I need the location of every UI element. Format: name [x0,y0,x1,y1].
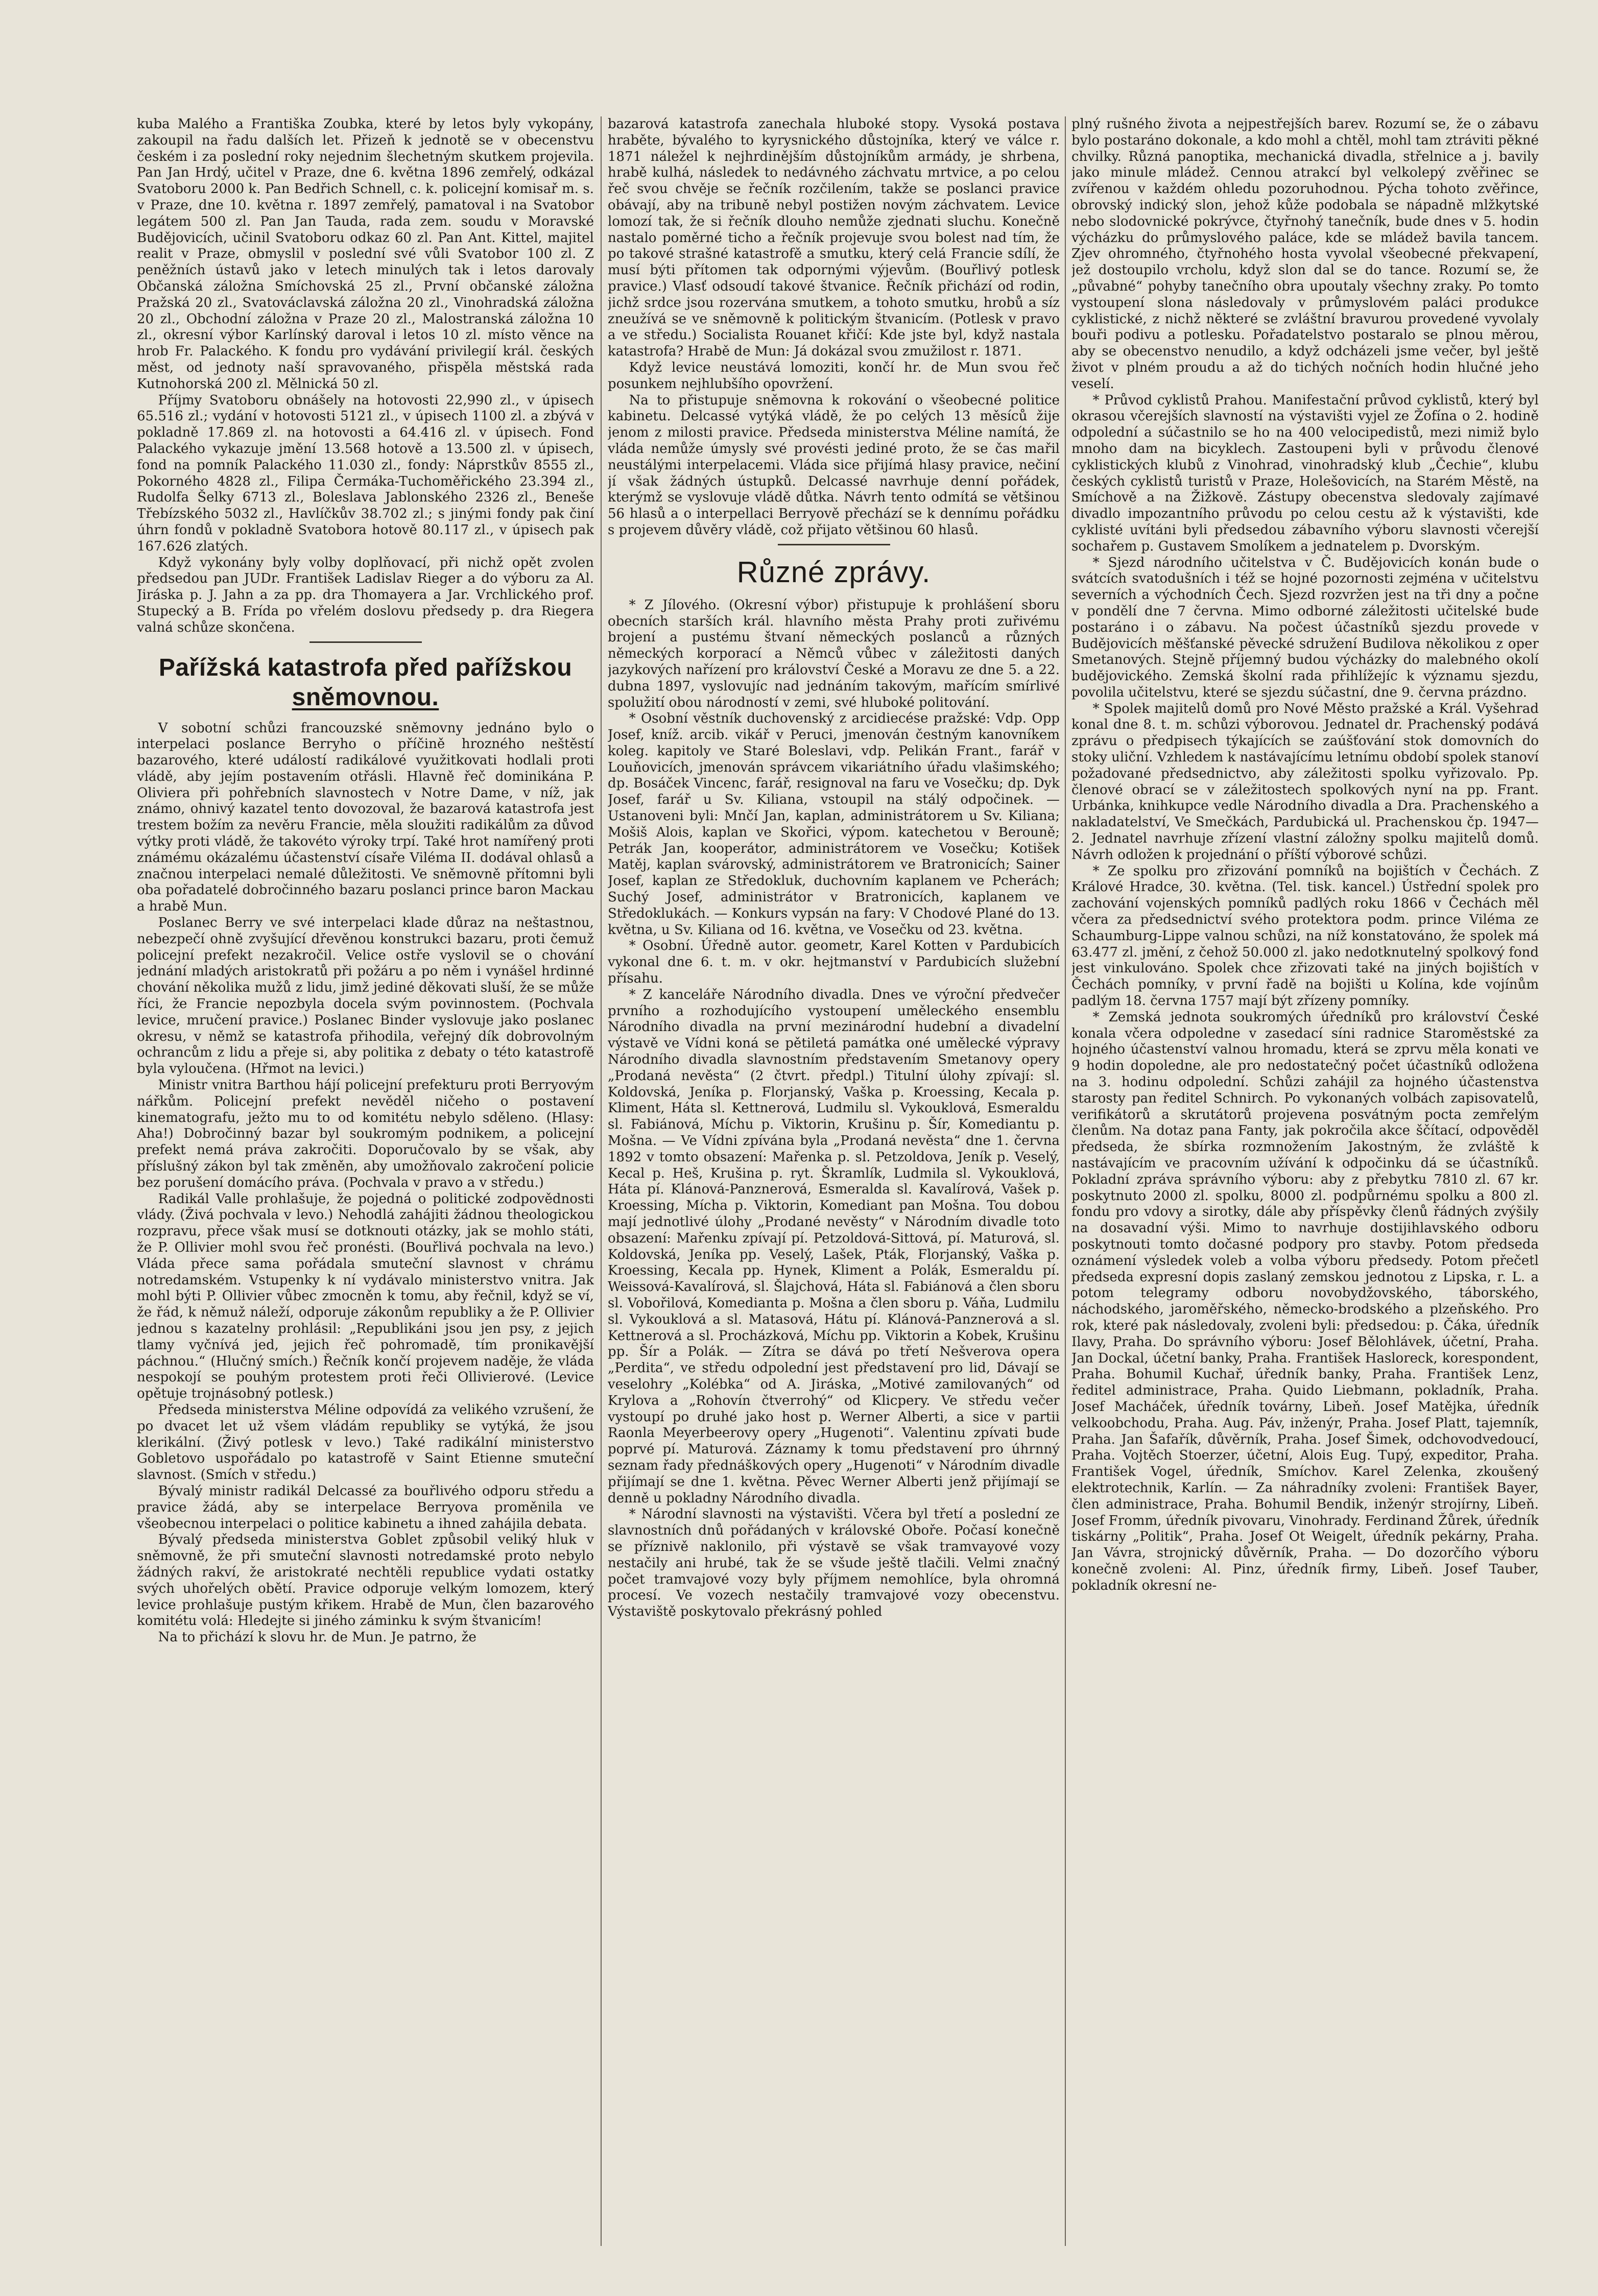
headline-line-1: Pařížská katastrofa před pařížskou [158,654,573,681]
section-divider [778,544,890,545]
article-paragraph: Bývalý předseda ministerstva Goblet způsobil veliký hluk v sněmovně, že při smuteční slavnosti notredamské proto nebylo žádných rakví, že aristokraté nechtěli republice vydati ostatky svých uhořelých obětí. Pravice odporuje velkým lomozem, který levice prohlašuje pustým křikem. Hrabě de Mun, člen bazarového komitétu volá: Hledejte si jiného záminku k svým štvanicím! [137,1532,594,1629]
headline-line-2: sněmovnou. [292,683,439,711]
article-paragraph: Když vykonány byly volby doplňovací, při nichž opět zvolen předsedou pan JUDr. František Ladislav Rieger a do výboru za Al. Jiráska p. J. Jahn a za pp. dra Thomayera a Jar. Vrchlického prof. Stupecký a B. Frída po vřelém doslovu předsedy p. dra Riegera valná schůze skončena. [137,555,594,635]
article-paragraph: V sobotní schůzi francouzské sněmovny jednáno bylo o interpelaci poslance Berryho o příčině hrozného neštěstí bazarového, které událostí radikálové využitkovati hodlali proti vládě, aby jejím postavením otřásli. Hlavně řeč dominikána P. Oliviera při pohřebních slavnostech v Notre Dame, v níž, jak známo, ohnivý kazatel tento dovozoval, že bazarová katastrofa jest trestem božím za nevěru Francie, měla sloužiti radikálům za důvod výtky proti vládě, že takovéto výroky trpí. Také hrot namířený proti známému okázalému účastenství císaře Viléma II. dodával ohlasů a značnou interpelaci nemalé důležitosti. Ve sněmovně přítomni byli oba pořadatelé dobročinného bazaru poslanci prince baron Mackau a hrabě Mun. [137,720,594,915]
article-paragraph: Předseda ministerstva Méline odpovídá za velikého vzrušení, že po dvacet let už všem vládám republiky se vytýká, že jsou klerikální. (Živý potlesk v levo.) Také radikální ministerstvo Gobletovo uspořádalo po katastrofě v Saint Etienne smuteční slavnost. (Smích v středu.) [137,1402,594,1483]
section-title: Různé zprávy. [736,555,931,589]
article-paragraph: bazarová katastrofa zanechala hluboké stopy. Vysoká postava hraběte, bývalého to kyrysnického důstojníka, který ve válce r. 1871 náležel k nejhrdinějším důstojníkům armády, je shrbena, hrabě kulhá, následek to nedávného záchvatu mrtvice, a po celou řeč svou chvěje se řečník rozčilením, takže se poslanci pravice obávají, aby na tribuně nebyl postižen novým záchvatem. Levice lomozí tak, že si řečník dlouho nemůže zjednati sluchu. Konečně nastalo poměrné ticho a řečník projevuje svou bolest nad tím, že po takové strašné katastrofě a smutku, který celá Francie sdílí, že musí býti přítomen tak odpornými výjevům. (Bouřlivý potlesk pravice.) Vlasť odsoudí takové štvanice. Řečník přichází od rodin, jichž srdce jsou rozervána smutkem, a tohoto smutku, hrobů a síz zneužívá se ve sněmovně k politickým štvanicím. (Potlesk v pravo a ve středu.) Socialista Rouanet křičí: Kde jste byl, když nastala katastrofa? Hrabě de Mun: Já dokázal svou zmužilost r. 1871. [608,116,1060,360]
news-item: * Průvod cyklistů Prahou. Manifestační průvod cyklistů, který byl okrasou včerejších slavností na výstavišti vyjel ze Žofína o 2. hodině odpolední a súčastnilo se ho na 400 velocipedistů, mezi nimiž bylo mnoho dam na bicyklech. Zastoupeni byli v průvodu členové cyklistických klubů z Vinohrad, vinohradský klub „Čechie“, klubu českých cyklistů turistů v Praze, Holešovicích, na Starém Městě, na Smíchově a na Žižkově. Zástupy obecenstva sledovaly zajímavé divadlo impozantního průvodu po celou cestu až k výstavišti, kde cyklisté uvítáni byli předsedou zábavního výboru slavnosti včerejší sochařem p. Gustavem Smolíkem a jednatelem p. Dvorským. [1071,392,1539,554]
news-item: * Z Jílového. (Okresní výbor) přistupuje k prohlášení sboru obecních starších král. hlavního města Prahy proti zuřivému brojení a pustému štvaní německých poslanců a různých německých korporací a Němců vůbec v záležitosti daných jazykových nařízení pro království České a Moravu ze dne 5. a 22. dubna 1897, vyslovujíc nad jednáním takovým, mařícím smírlivé spolužití obou národností v zemi, své hluboké politování. [608,597,1060,710]
article-paragraph: Poslanec Berry ve své interpelaci klade důraz na neštastnou, nebezpečí ohně zvyšující dřevěnou konstrukci bazaru, proti čemuž policejní prefekt nezakročil. Velice ostře vyslovil se o chování jednání mladých aristokratů při požáru a po něm i vynášel hrdinné chování několika mužů z lidu, jimž jediné děkovati sluší, že se může říci, že Francie nepozbyla docela svým povinnostem. (Pochvala levice, mručení pravice.) Poslanec Binder vyslovuje jako poslanec okresu, v němž se katastrofa přihodila, veřejný dík dobrovolným ochrancům z lidu a přeje si, aby politika z debaty o této katastrofě byla vyloučena. (Hřmot na levici.) [137,915,594,1077]
article-paragraph: Na to přichází k slovu hr. de Mun. Je patrno, že [158,1630,476,1645]
news-item: * Ze spolku pro zřizování pomníků na bojištích v Čechách. Z Králové Hradce, 30. května. (Tel. tisk. kancel.) Ústřední spolek pro zachování vojenských pomníků padlých roku 1866 v Čechách měl včera za předsednictví svého protektora podm. prince Viléma ze Schaumburg-Lippe valnou schůzi, na níž konstatováno, že spolek má 63.477 zl. jmění, z čehož 50.000 zl. jako nedotknutelný spolkový fond jest vinkulováno. Spolek chce zřizovati také na jiných bojištích v Čechách pomníky, v první řadě na bojišti u Kolína, kde vojínům padlým 18. června 1757 mají být zřízeny pomníky. [1071,863,1539,1009]
section-divider [309,641,422,643]
news-item: * Sjezd národního učitelstva v Č. Budějovicích konán bude o svátcích svatodušních i též se hojné pozornosti zejména v učitelstvu severních a východních Čech. Sjezd rozvržen jest na tři dny a počne v pondělí dne 7 června. Mimo odborné záležitosti učitelské bude postaráno i o zábavu. Na počest účastníků sjezdu provede v Budějovicích měšťanské pěvecké sdružení Budilova několikou z oper Smetanových. Stejně příjemný budou výcházky do malebného okolí budějovického. Zemská školní rada přihlížejíc k významu sjezdu, povolila učitelstvu, které se sjezdu súčastní, dne 9. června prázdno. [1071,555,1539,700]
news-item: * Z kanceláře Národního divadla. Dnes ve výroční předvečer prvního a rozhodujícího vystoupení uměleckého ensemblu Národního divadla na první mezinárodní hudební a divadelní výstavě ve Vídni koná se pětiletá památka oné umělecké výpravy Národního divadla slavnostním představením Smetanovy opery „Prodaná nevěsta“ (2 čtvrt. předpl.) Titulní úlohy zpívají: sl. Koldovská, Jeníka p. Florjanský, Vaška p. Kroessing, Kecala p. Kliment, Háta sl. Kettnerová, Ludmilu sl. Vykouklová, Esmeraldu sl. Fabiánová, Míchu p. Viktorin, Krušinu p. Šír, Komediantu p. Mošna. — Ve Vídni zpívána byla „Prodaná nevěsta“ dne 1. června 1892 v tomto obsazení: Mařenka p. sl. Petzoldova, Jeník p. Veselý, Kecal p. Heš, Krušina p. ryt. Škramlík, Ludmila sl. Vykouklová, Háta pí. Klánová-Panznerová, Esmeralda sl. Kavalírová, Vašek p. Kroessing, Mícha p. Viktorin, Komediant pan Mošna. Tou dobou mají jednotlivé úlohy „Prodané nevěsty“ v Národním divadle toto obsazení: Mařenku zpívají pí. Petzoldová-Sittová, pí. Maturová, sl. Koldovská, Jeníka pp. Veselý, Lašek, Pták, Florjanský, Vaška p. Kroessing, Kecala pp. Hynek, Kliment a Polák, Esmeraldu pí. Weissová-Kavalírová, sl. Šlajchová, Háta sl. Fabiánová a člen sboru sl. Vobořilová, Komedianta p. Mošna a člen sboru p. Váňa, Ludmilu sl. Vykouklová a sl. Matasová, Hátu pí. Klánová-Panznerová a sl. Kettnerová a sl. Procházková, Míchu pp. Viktorin a Kobek, Krušinu pp. Šír a Polák. — Zítra se dává po třetí Nešverova opera „Perdita“, ve středu odpolední jest představení pro lid, Dávají se veselohry „Kolébka“ od A. Jiráska, „Motivé zamilovaných“ od Krylova a „Rohovín čtverrohý“ od Klicpery. Ve středu večer vystoupí po druhé jako host p. Werner Alberti, a sice v partii Raonla Meyerbeerovy opery „Hugenoti“. Valentinu zpívati bude poprvé pí. Maturová. Záznamy k tomu představení pro úhrnný seznam řady přednáškových opery „Hugenoti“ v Národním divadle přijímají se dne 1. května. Pěvec Werner Alberti jenž přijímají se denně u pokladny Národního divadla. [608,987,1060,1506]
column-rule [601,116,602,2246]
article-paragraph: kuba Malého a Františka Zoubka, které by letos byly vykopány, zakoupil na řadu dalších let. Přizeň k jednotě se v obecenstvu českém i za poslední roky nejednim šlechetným skutkem projevila. Pan Jan Hrdý, učitel v Praze, dne 6. května 1896 zemřelý, odkázal Svatoboru 2000 k. Pan Bedřich Schnell, c. k. policejní komisař m. s. v Praze, dne 10. května r. 1897 zemřelý, pamatoval i na Svatobor legátem 500 zl. Pan Jan Tauda, rada zem. soudu v Moravské Budějovicích, učinil Svatoboru odkaz 60 zl. Pan Ant. Kittel, majitel realit v Praze, obmyslil v poslední své vůli Svatobor 100 zl. Z peněžních ústavů jako v letech minulých tak i letos darovaly Občanská záložna Smíchovská 25 zl., První občanské záložna Pražská 20 zl., Svatováclavská záložna 20 zl., Vinohradská záložna 20 zl., Obchodní záložna v Praze 20 zl., Malostranská záložna 10 zl., okresní výbor Karlínský daroval i letos 10 zl. místo věnce na hrob Fr. Palackého. K fondu pro vydávání privilegií král. českých měst, od jednoty naší spravovaného, přispěla městská rada Kutnohorská 200 zl. Mělnická 50 zl. [137,116,594,392]
news-item: * Osobní. Úředně autor. geometr, Karel Kotten v Pardubicích vykonal dne 6. t. m. v okr. hejtmanství v Pardubicích služební přísahu. [608,938,1060,987]
column-1 [137,116,594,2246]
news-item: * Osobní věstník duchovenský z arcidiecése pražské: Vdp. Opp Josef, kníž. arcib. vikář v Peruci, jmenován čestným kanovníkem koleg. kapitoly ve Staré Boleslavi, vdp. Pelikán Frant., farář v Louňovicích, jmenován správcem vikariátního úřadu vlašimského; dp. Bosáček Vincenc, farář, resignoval na faru ve Vosečku; dp. Dyk Josef, farář u Sv. Kiliana, vstoupil na stálý odpočinek. — Ustanoveni byli: Mnčí Jan, kaplan, administrátorem u Sv. Kiliana; Mošiš Alois, kaplan ve Skořici, výpom. katechetou v Berouně; Petrák Jan, kooperátor, administrátorem ve Vosečku; Kotišek Matěj, kaplan svárovský, administrátorem ve Bratronicích; Sainer Josef, kaplan ze Středokluk, duchovním kaplanem ve Pcherách; Suchý Josef, administrátor v Bratronicích, kaplanem ve Středoklukách. — Konkurs vypsán na fary: V Chodové Plané do 13. května, u Sv. Kiliana od 16. května, ve Vosečku od 23. května. [608,711,1060,938]
news-item: * Národní slavnosti na výstavišti. Včera byl třetí a poslední ze slavnostních dnů pořádaných v královské Oboře. Počasí konečně se příznivě naklonilo, při výstavě se však tramvayové vozy nestačily ani hrubé, tak že se všude ještě tlačili. Velmi značný počet tramvajové vozy byly příjmem nemohlíce, byla ohromná procesí. Ve vozech nestačily tramvajové vozy obecenstvu. Výstaviště poskytovalo překrásný pohled [608,1506,1060,1620]
column-3 [1071,116,1539,2246]
news-item: * Spolek majitelů domů pro Nové Město pražské a Král. Vyšehrad konal dne 8. t. m. schůzi výborovou. Jednatel dr. Prachenský podává zprávu o předpisech týkajících se zaúšťování stok domovních do stoky uliční. Vzhledem k nastávajícímu letnímu období spolek stanoví požadované předsednictvo, aby záležitosti spolku vyřizovalo. Pp. členové obrací se v záležitostech spolkových nyní na pp. Frant. Urbánka, knihkupce vedle Národního divadla a Dra. Prachenského a nakladatelství, Ve Smečkách, Pardubická ul. Prachenskou čp. 1947—2. Jednatel navrhuje zřízení vlastní záložny spolku majitelů domů. Návrh odložen k projednání o příští výborové schůzi. [1071,701,1539,863]
article-paragraph: Bývalý ministr radikál Delcassé za bouřlivého odporu středu a pravice žádá, aby se interpelace Berryova proměnila ve všeobecnou interpelaci o politice kabinetu a ihned zahájila debata. [137,1483,594,1532]
article-paragraph: plný rušného života a nejpestřejších barev. Rozumí se, že o zábavu bylo postaráno dokonale, a kdo mohl a chtěl, mohl tam ztráviti pěkné chvilky. Různá panoptika, mechanická divadla, střelnice a j. bavily jako minule mládež. Cennou atrakcí byl velkolepý zvěřinec se zvířenou v každém ohledu pozoruhodnou. Pýcha tohoto zvěřince, obrovský indický slon, jehož kůže podobala se nápadně mlžkytské nebo slodovnické pokrývce, čtyřnohý tanečník, bude dnes v 5. hodin výcházku do průmyslového paláce, kde se mládež bavila tancem. Zjev ohromného, čtyřnohého hosta vyvolal všeobecné překvapení, jež dostoupilo vrcholu, když slon dal se do tance. Rozumí se, že „půvabné“ pohyby tanečního obra upoutaly všechny zraky. Po tomto vystoupení slona následovaly v průmyslovém paláci produkce cyklistické, z nichž některé se zvláštní bravurou provedené vyvolaly bouři podivu a potlesku. Pořadatelstvo postaralo se plnou měrou, aby se obecenstvo nenudilo, a když odcházeli jsme večer, byl ještě život v plném proudu a až do tichých nočních hodin hlučné jeho veselí. [1071,116,1539,392]
column-2 [608,116,1060,2246]
column-rule [1065,116,1066,2246]
article-paragraph: Na to přistupuje sněmovna k rokování o všeobecné politice kabinetu. Delcassé vytýká vládě, že po celých 13 měsíců žije jenom z milosti pravice. Předseda ministerstva Méline namítá, že vláda nemůže úmysly své provésti jediné proto, že se čas mařil neustálými interpelacemi. Vláda sice přijímá hlasy pravice, nečiní jí však žádných ústupků. Delcassé navrhuje denní pořádek, kterýmž se vyslovuje vládě důtka. Návrh tento odmítá se většinou 56 hlasů a o interpellaci Berryově přechází se k dennímu pořádku s projevem důvěry vládě, což přijato většinou 60 hlasů. [608,392,1060,538]
article-paragraph: Když levice neustává lomoziti, končí hr. de Mun svou řeč posunkem nejhlubšího opovržení. [608,360,1060,392]
article-headline [137,653,594,712]
article-paragraph: Radikál Valle prohlašuje, že pojedná o politické zodpovědnosti vlády. (Živá pochvala v levo.) Nehodlá zahájiti žádnou theologickou rozpravu, přece však musí se dotknouti otázky, jak se mohlo státi, že P. Ollivier mohl svou řeč pronésti. (Bouřlivá pochvala na levo.) Vláda přece sama pořádala smuteční slavnost v chrámu notredamském. Vstupenky k ní vydávalo ministerstvo vnitra. Jak mohl býti P. Ollivier vůbec zmocněn k tomu, aby řečnil, když se ví, že řád, k němuž náleží, odporuje zákonům republiky a že P. Ollivier jednou s kazatelny prohlásil: „Republikáni jsou jen psy, z jejich tlamy vyčnívá jed, jejich řeč pohromadě, tím pronikavější páchnou.“ (Hlučný smích.) Řečník končí projevem naděje, že vláda nespokojí se pouhým protestem proti řeči Ollivierové. (Levice opětuje trojnásobný potlesk.) [137,1191,594,1402]
article-paragraph: Příjmy Svatoboru obnášely na hotovosti 22,990 zl., v úpisech 65.516 zl.; vydání v hotovosti 5121 zl., v úpisech 1100 zl. a zbývá v pokladně 17.869 zl. na hotovosti a 64.416 zl. v úpisech. Fond Palackého vykazuje jmění 13.568 hotově a 13.500 zl. v úpisech, fond na pomník Palackého 11.030 zl., fondy: Náprstkův 8555 zl., Pokorného 4828 zl., Filipa Čermáka-Tuchoměřického 23.394 zl., Rudolfa Šelky 6713 zl., Boleslava Jablonského 2326 zl., Beneše Třebízského 5032 zl., Havlíčkův 38.702 zl.; s jinými fondy pak činí úhrn fondů v pokladně Svatobora hotově 80.117 zl., v úpisech pak 167.626 zlatých. [137,392,594,554]
article-paragraph: Ministr vnitra Barthou hájí policejní prefekturu proti Berryovým nářkům. Policejní prefekt nevěděl ničeho o postavení kinematografu, ježto mu to od komitétu nebylo sděleno. (Hlasy: Aha!) Dobročinný bazar byl soukromým podnikem, a policejní prefekt nemá práva zakročiti. Doporučovalo by se však, aby příslušný zákon byl tak změněn, aby umožňovalo zakročení policie bez porušení domácího práva. (Pochvala v pravo a v středu.) [137,1078,594,1190]
news-item: * Zemská jednota soukromých úředníků pro království České konala včera odpoledne v zasedací síni radnice Staroměstské za hojného účastenství valnou hromadu, která se zprvu měla konati ve 9 hodin dopoledne, ale pro nedostatečný počet účastníků odložena na 3. hodinu odpolední. Schůzi zahájil za hojného účastenstva starosty pan ředitel Schnirch. Po vykonaných volbách zapisovatelů, verifikátorů a skrutátorů projevena posvátným pocta zemřelým členům. Na dotaz pana Fanty, jak pokročila akce ščítací, odpověděl předseda, že sbírka rozmnožením Jakostným, že zvláště k nastávajícím ve pracovním užívání k odpočinku dá se účastníků. Pokladní zpráva správního výboru: aby z přebytku 7810 zl. 67 kr. poskytnuto 2000 zl. spolku, 8000 zl. podpůrnému spolku a 800 zl. fondu pro vdovy a sirotky, dále aby příspěvky členů řádných zvýšily na dosavadní výši. Mimo to navrhuje dostijihlavského odboru poskytnouti tomto dočasné podpory pro stavby. Potom předseda oznámení výsledek voleb a volba výboru předsedy. Potom přečetl předseda expresní dopis zaslaný zemskou jednotou z Lipska, r. L. a potom telegramy odboru novobydžovského, táborského, náchodského, jaroměřského, německo-brodského a plzeňského. Pro rok, které pak následovaly, zvoleni byli: předsedou: p. Čáka, úředník Ilavy, Praha. Do správního výboru: Josef Bělohlávek, účetní, Praha. Jan Dockal, účetní banky, Praha. František Hasloreck, korespondent, Praha. Bohumil Kuchař, úředník banky, Praha. František Lenz, ředitel administrace, Praha. Quido Liebmann, pokladník, Praha. Josef Macháček, úředník továrny, Libeň. Josef Matějka, úředník velkoobchodu, Praha. Aug. Páv, inženýr, Praha. Josef Platt, tajemník, Praha. Jan Šafařík, důvěrník, Praha. Josef Šimek, odchovodvedoucí, Praha. Vojtěch Stoerzer, účetní, Alois Eug. Tupý, expeditor, Praha. František Vogel, úředník, Smíchov. Karel Zelenka, zkoušený elektrotechnik, Karlín. — Za náhradníky zvoleni: František Bayer, člen administrace, Praha. Bohumil Bendik, inženýr strojírny, Libeň. Josef Fromm, úředník pivovaru, Vinohrady. Ferdinand Žůrek, úředník tiskárny „Politik“, Praha. Josef Ot Weigelt, úředník pekárny, Praha. Jan Vávra, strojnický důvěrník, Praha. — Do dozorčího výboru konečně zvoleni: Al. Pinz, úředník firmy, Libeň. Josef Tauber, pokladník okresní ne- [1071,1009,1539,1593]
